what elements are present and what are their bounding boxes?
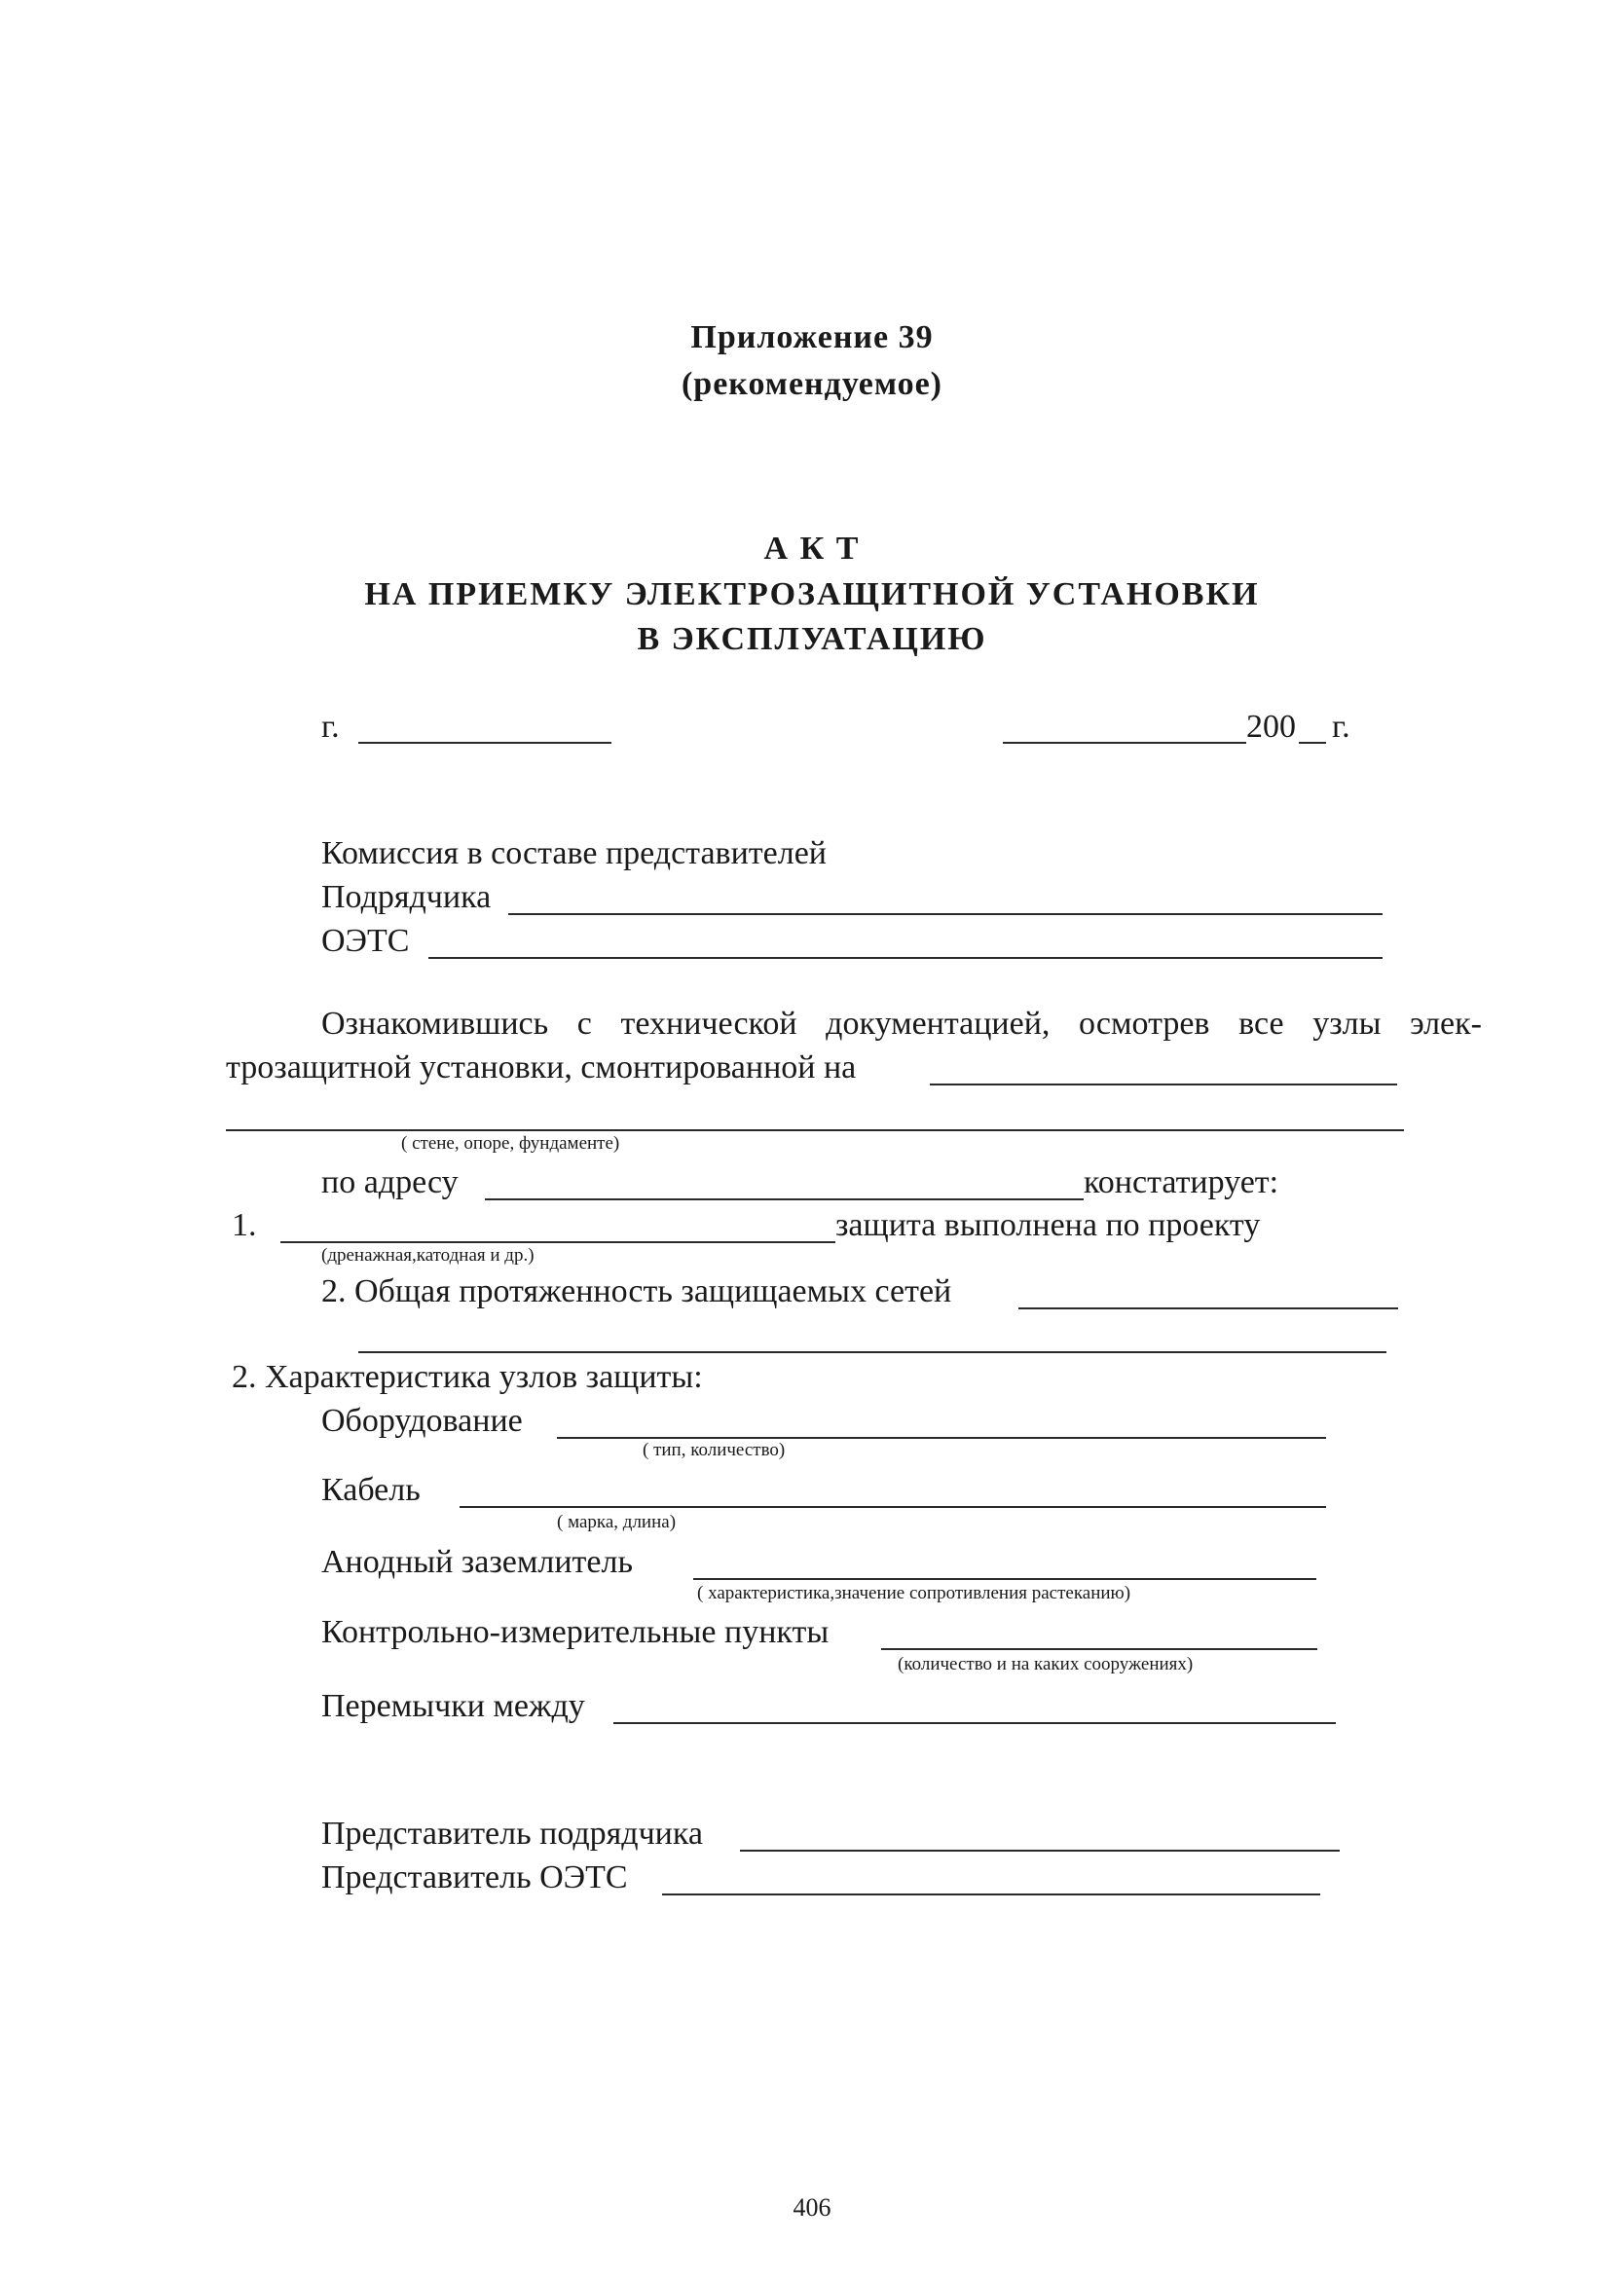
- equipment-caption: ( тип, количество): [643, 1440, 786, 1460]
- page-number: 406: [793, 2193, 831, 2222]
- year-label: 200: [1246, 709, 1296, 745]
- anode-label: Анодный заземлитель: [321, 1544, 633, 1580]
- review-paragraph-line1: Ознакомившись с технической документацией, осмотрев все узлы элек-: [321, 1006, 1482, 1042]
- network-length-label: 2. Общая протяженность защищаемых сетей: [321, 1273, 952, 1309]
- cable-caption: ( марка, длина): [557, 1512, 677, 1532]
- network-length-field[interactable]: [1018, 1307, 1398, 1309]
- address-field[interactable]: [485, 1198, 1084, 1200]
- kip-field[interactable]: [881, 1648, 1317, 1650]
- item-2-heading: 2. Характеристика узлов защиты:: [232, 1359, 703, 1395]
- oets-label: ОЭТС: [321, 923, 410, 959]
- cable-label: Кабель: [321, 1472, 421, 1508]
- document-subtitle-line2: В ЭКСПЛУАТАЦИЮ: [637, 621, 987, 657]
- city-field[interactable]: [358, 742, 611, 744]
- city-prefix: г.: [321, 709, 340, 745]
- commission-intro: Комиссия в составе представителей: [321, 835, 827, 871]
- kip-label: Контрольно-измерительные пункты: [321, 1614, 830, 1650]
- document-subtitle-line1: НА ПРИЕМКУ ЭЛЕКТРОЗАЩИТНОЙ УСТАНОВКИ: [364, 576, 1260, 612]
- network-length-field-continued[interactable]: [358, 1351, 1386, 1353]
- year-suffix: г.: [1332, 709, 1350, 745]
- jumpers-label: Перемычки между: [321, 1688, 585, 1724]
- review-paragraph-line2: трозащитной установки, смонтированной на: [226, 1049, 857, 1085]
- states-text: констатирует:: [1084, 1164, 1279, 1200]
- appendix-status: (рекомендуемое): [681, 366, 943, 402]
- document-title: А К Т: [763, 531, 861, 567]
- oets-rep-label: Представитель ОЭТС: [321, 1859, 628, 1895]
- kip-caption: (количество и на каких сооружениях): [898, 1654, 1194, 1674]
- contractor-rep-label: Представитель подрядчика: [321, 1816, 703, 1852]
- anode-field[interactable]: [693, 1578, 1316, 1580]
- equipment-label: Оборудование: [321, 1403, 523, 1439]
- oets-field[interactable]: [428, 957, 1383, 959]
- cable-field[interactable]: [460, 1506, 1326, 1508]
- contractor-field[interactable]: [508, 913, 1383, 915]
- jumpers-field[interactable]: [613, 1722, 1336, 1724]
- protection-type-caption: (дренажная,катодная и др.): [321, 1245, 535, 1266]
- mount-field-continued[interactable]: [226, 1129, 1404, 1131]
- appendix-number: Приложение 39: [690, 319, 934, 355]
- address-label: по адресу: [321, 1164, 459, 1200]
- oets-rep-signature-field[interactable]: [662, 1893, 1320, 1895]
- mount-caption: ( стене, опоре, фундаменте): [401, 1133, 620, 1154]
- item-1-number: 1.: [232, 1207, 257, 1243]
- year-field[interactable]: [1299, 742, 1326, 744]
- contractor-rep-signature-field[interactable]: [740, 1850, 1340, 1852]
- contractor-label: Подрядчика: [321, 879, 492, 915]
- protection-text: защита выполнена по проекту: [835, 1207, 1261, 1243]
- anode-caption: ( характеристика,значение сопротивления растеканию): [697, 1583, 1131, 1603]
- equipment-field[interactable]: [557, 1437, 1326, 1439]
- mount-field[interactable]: [930, 1084, 1397, 1085]
- protection-type-field[interactable]: [280, 1241, 835, 1243]
- date-field[interactable]: [1003, 742, 1246, 744]
